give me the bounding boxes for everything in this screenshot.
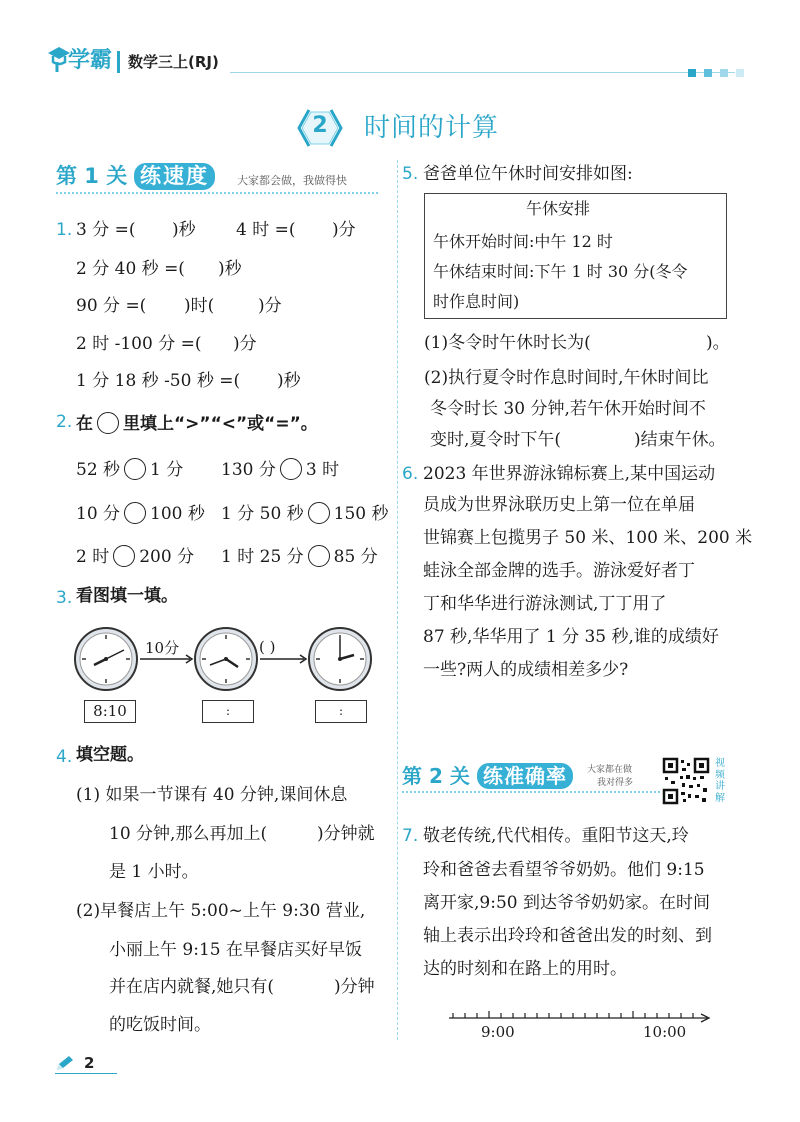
q2-r1a: 52 秒 <box>76 460 121 480</box>
q2-row3-right <box>221 545 378 567</box>
q4-s1-line3: 是 1 小时。 <box>109 862 199 882</box>
q5-s2-line3a: 变时,夏令时下午( <box>430 430 562 450</box>
answer-circle[interactable] <box>308 502 330 524</box>
answer-circle[interactable] <box>113 545 135 567</box>
time-box-3[interactable] <box>315 700 367 723</box>
q2-r2a: 10 分 <box>76 504 121 524</box>
q1-line3c: )分 <box>258 296 282 316</box>
q7-line3: 离开家,9:50 到达爷爷奶奶家。在时间 <box>423 893 710 913</box>
arrow1-label: 10分 <box>145 639 180 657</box>
q3-number: 3. <box>56 588 73 608</box>
q2-r3a: 2 时 <box>76 547 110 567</box>
level1-name: 练速度 <box>134 163 215 190</box>
q2-row3-left <box>76 545 194 567</box>
level2-underline <box>402 791 660 793</box>
unit-title: 时间的计算 <box>364 113 500 143</box>
q1-number: 1. <box>56 220 73 240</box>
q2-r3c: 1 时 25 分 <box>221 547 304 567</box>
q1-line3a: 90 分 =( <box>76 296 147 316</box>
q5-box-title: 午休安排 <box>526 199 591 218</box>
q6-line7: 一些?两人的成绩相差多少? <box>423 660 629 680</box>
column-divider <box>397 160 398 1040</box>
q4-s2-line2: 小丽上午 9:15 在早餐店买好早饭 <box>109 940 362 960</box>
q6-line4: 蛙泳全部金牌的选手。游泳爱好者丁 <box>423 561 695 581</box>
clock-2-icon <box>195 628 257 690</box>
q1-line1a: 3 分 =( <box>76 220 136 240</box>
q2-prompt <box>76 412 318 434</box>
level2-slogan-2: 我对得多 <box>597 778 634 788</box>
q1-line1d: )分 <box>332 220 356 240</box>
q5-number: 5. <box>402 164 419 184</box>
q6-line2: 员成为世界泳联历史上第一位在单届 <box>423 495 695 515</box>
q6-line5: 丁和华华进行游泳测试,丁丁用了 <box>423 594 667 614</box>
q5-s2-line3b: )结束午休。 <box>634 430 726 450</box>
q1-line1c: 4 时 =( <box>236 220 296 240</box>
q2-r3d: 85 分 <box>333 547 378 567</box>
q6-line6: 87 秒,华华用了 1 分 35 秒,谁的成绩好 <box>423 627 719 647</box>
timeline-label-9: 9:00 <box>481 1023 515 1041</box>
q4-s2-line4: 的吃饭时间。 <box>109 1015 211 1035</box>
answer-circle[interactable] <box>124 502 146 524</box>
q1-line4b: )分 <box>233 334 257 354</box>
q4-s1-line2a: 10 分钟,那么再加上( <box>109 824 268 844</box>
answer-circle[interactable] <box>280 458 302 480</box>
header-squares <box>688 62 744 81</box>
q5-box-line1: 午休开始时间:中午 12 时 <box>433 232 613 251</box>
timeline-label-10: 10:00 <box>643 1023 687 1041</box>
q5-box-line2: 午休结束时间:下午 1 时 30 分(冬令 <box>433 262 688 281</box>
q5-prompt: 爸爸单位午休时间安排如图: <box>423 164 633 184</box>
q3-prompt: 看图填一填。 <box>76 586 178 606</box>
footer-rule <box>55 1073 117 1074</box>
level2-name: 练准确率 <box>477 763 573 789</box>
q4-number: 4. <box>56 747 73 767</box>
answer-circle[interactable] <box>124 458 146 480</box>
answer-circle[interactable] <box>308 545 330 567</box>
q1-line3b: )时( <box>184 296 215 316</box>
q2-r2c: 1 分 50 秒 <box>221 504 304 524</box>
q4-s1-line2b: )分钟就 <box>317 824 375 844</box>
q2-row2-left <box>76 502 205 524</box>
level1-label: 第 1 关 <box>56 164 128 188</box>
q4-prompt: 填空题。 <box>76 745 144 765</box>
q7-line5: 达的时刻和在路上的用时。 <box>423 959 627 979</box>
q1-line1b: )秒 <box>172 220 196 240</box>
clock-3-icon <box>309 628 371 690</box>
q2-row2-right <box>221 502 389 524</box>
q6-line3: 世锦赛上包揽男子 50 米、100 米、200 米 <box>423 528 753 548</box>
q2-r1b: 1 分 <box>150 460 184 480</box>
q2-r1d: 3 时 <box>305 460 340 480</box>
clock-1-icon <box>75 628 137 690</box>
level2-slogan-1: 大家都在做 <box>587 765 633 775</box>
q1-line2b: )秒 <box>218 259 242 279</box>
qr-code-icon[interactable] <box>662 757 710 805</box>
q2-r1c: 130 分 <box>221 460 276 480</box>
q7-number: 7. <box>402 826 419 846</box>
q2-r3b: 200 分 <box>139 547 195 567</box>
q6-number: 6. <box>402 464 419 484</box>
unit-number: 2 <box>312 113 328 138</box>
level1-underline <box>56 192 378 194</box>
q4-s2-line3a: 并在店内就餐,她只有( <box>109 977 275 997</box>
q5-s1a: (1)冬令时午休时长为( <box>424 333 591 353</box>
level2-label: 第 2 关 <box>402 764 470 788</box>
logo-text: 学霸 <box>68 48 113 73</box>
q4-s2-line3b: )分钟 <box>334 977 375 997</box>
header-rule <box>230 72 735 73</box>
q2-r2d: 150 秒 <box>333 504 389 524</box>
time-box-1: 8:10 <box>84 700 136 723</box>
q1-line5a: 1 分 18 秒 -50 秒 =( <box>76 371 241 391</box>
q4-s1-line1: (1) 如果一节课有 40 分钟,课间休息 <box>76 785 348 805</box>
q4-s2-line1: (2)早餐店上午 5:00~上午 9:30 营业, <box>76 901 366 921</box>
q1-line2a: 2 分 40 秒 =( <box>76 259 185 279</box>
time-box-3-colon: : <box>338 704 344 718</box>
q2-row1-right <box>221 458 339 480</box>
arrow2-label: ( ) <box>259 638 276 656</box>
book-title: 数学三上(RJ) <box>128 53 219 71</box>
q2-row1-left <box>76 458 183 480</box>
q7-line1: 敬老传统,代代相传。重阳节这天,玲 <box>423 826 689 846</box>
q2-r2b: 100 秒 <box>150 504 205 524</box>
q1-line4a: 2 时 -100 分 =( <box>76 334 202 354</box>
q6-line1: 2023 年世界游泳锦标赛上,某中国运动 <box>423 464 716 484</box>
unit-number-badge <box>295 106 345 150</box>
time-box-2-colon: : <box>225 704 231 718</box>
q5-s2-line2: 冬令时长 30 分钟,若午休开始时间不 <box>430 399 706 419</box>
compare-circle-icon <box>97 412 119 434</box>
q2-prompt-a: 在 <box>76 414 93 434</box>
page-number: 2 <box>84 1054 95 1072</box>
q2-number: 2. <box>56 412 73 432</box>
q5-s2-line1: (2)执行夏令时作息时间时,午休时间比 <box>424 368 709 388</box>
q7-line4: 轴上表示出玲玲和爸爸出发的时刻、到 <box>423 926 712 946</box>
clock-diagram <box>72 625 382 695</box>
q1-line5b: )秒 <box>277 371 301 391</box>
header-divider-bar <box>117 51 120 73</box>
q5-s1b: )。 <box>706 333 730 353</box>
time-box-2[interactable] <box>202 700 254 723</box>
q2-prompt-b: 里填上“>”“<”或“=”。 <box>123 414 318 434</box>
q5-box-line3: 时作息时间) <box>433 292 520 311</box>
qr-caption: 视频讲解 <box>715 758 725 804</box>
level1-slogan: 大家都会做，我做得快 <box>237 174 347 187</box>
q7-line2: 玲和爸爸去看望爷爷奶奶。他们 9:15 <box>423 860 705 880</box>
